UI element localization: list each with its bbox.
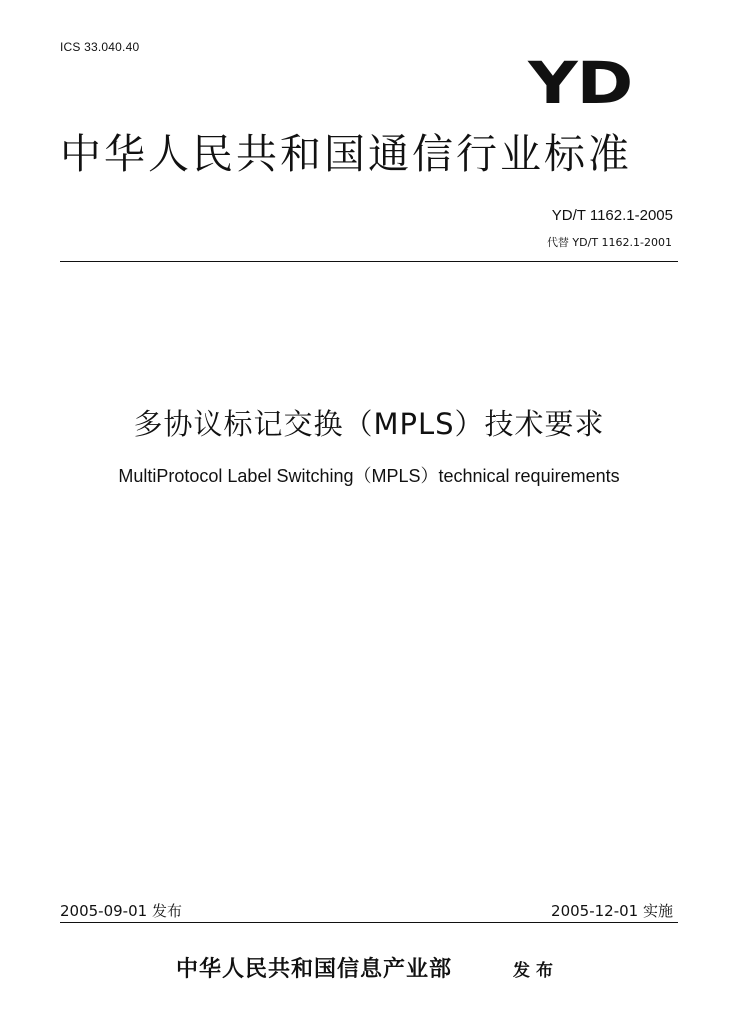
publish-label: 发布 (513, 961, 559, 981)
implementation-date: 2005-12-01 实施 (551, 902, 673, 920)
replaces-standard: 代替 YD/T 1162.1-2001 (546, 236, 672, 249)
ics-code: ICS 33.040.40 (60, 40, 140, 54)
footer-divider (60, 922, 678, 923)
standard-category-title: 中华人民共和国通信行业标准 (60, 130, 632, 178)
document-title-english: MultiProtocol Label Switching（MPLS）technical requirements (118, 466, 620, 486)
document-title-chinese: 多协议标记交换（MPLS）技术要求 (133, 407, 605, 441)
publisher-name: 中华人民共和国信息产业部 (176, 956, 453, 982)
yd-logo: YD (527, 49, 632, 117)
header-divider (60, 261, 678, 262)
standard-number: YD/T 1162.1-2005 (551, 207, 673, 224)
issue-date: 2005-09-01 发布 (60, 902, 182, 920)
